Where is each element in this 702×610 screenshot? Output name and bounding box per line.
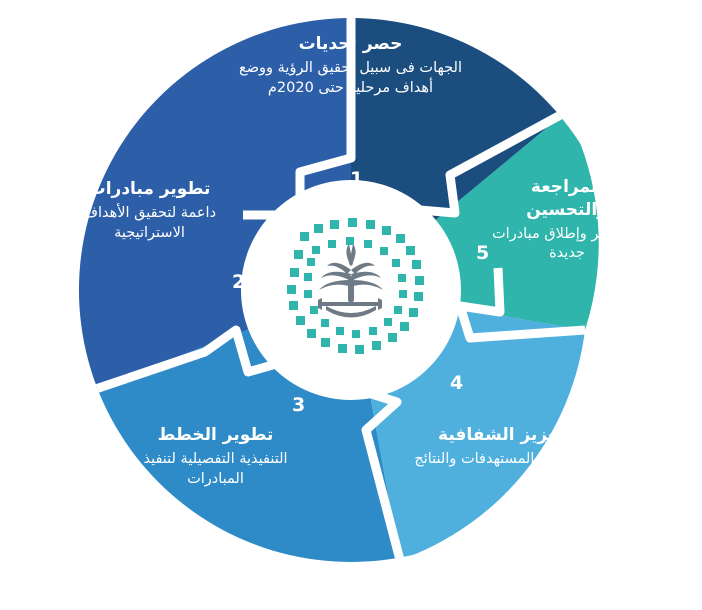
- segment-2-title: تطوير مبادرات: [88, 179, 211, 199]
- segment-1-number: 1: [350, 168, 364, 190]
- segment-1-desc: الجهات فى سبيل تحقيق الرؤية ووضع أهداف مرحلية حتى 2020م: [239, 59, 462, 96]
- segment-4-desc: فى نشر المستهدفات والنتائج: [414, 450, 588, 467]
- segment-3-desc: التنفيذية التفصيلية لتنفيذ المبادرات: [143, 450, 288, 487]
- segment-5-desc: المستمر وإطلاق مبادرات جديدة: [492, 225, 642, 262]
- segment-5-title: المراجعة والتحسين: [526, 177, 608, 220]
- segment-3-label[interactable]: [118, 424, 313, 489]
- segment-2-label[interactable]: [62, 178, 237, 243]
- segment-5-label[interactable]: [492, 176, 642, 264]
- segment-4-label[interactable]: [396, 424, 606, 470]
- segment-4-title: تعزيز الشفافية: [438, 425, 564, 445]
- segment-1-title: حصر تحديات: [298, 34, 403, 54]
- segment-3-title: تطوير الخطط: [157, 425, 274, 445]
- segment-5-number: 5: [476, 242, 490, 264]
- segment-2-desc: داعمة لتحقيق الأهداف الاستراتيجية: [82, 204, 217, 241]
- segment-1-label[interactable]: [238, 33, 463, 98]
- segment-4-number: 4: [450, 372, 464, 394]
- segment-3-number: 3: [292, 394, 306, 416]
- segment-2-number: 2: [232, 271, 246, 293]
